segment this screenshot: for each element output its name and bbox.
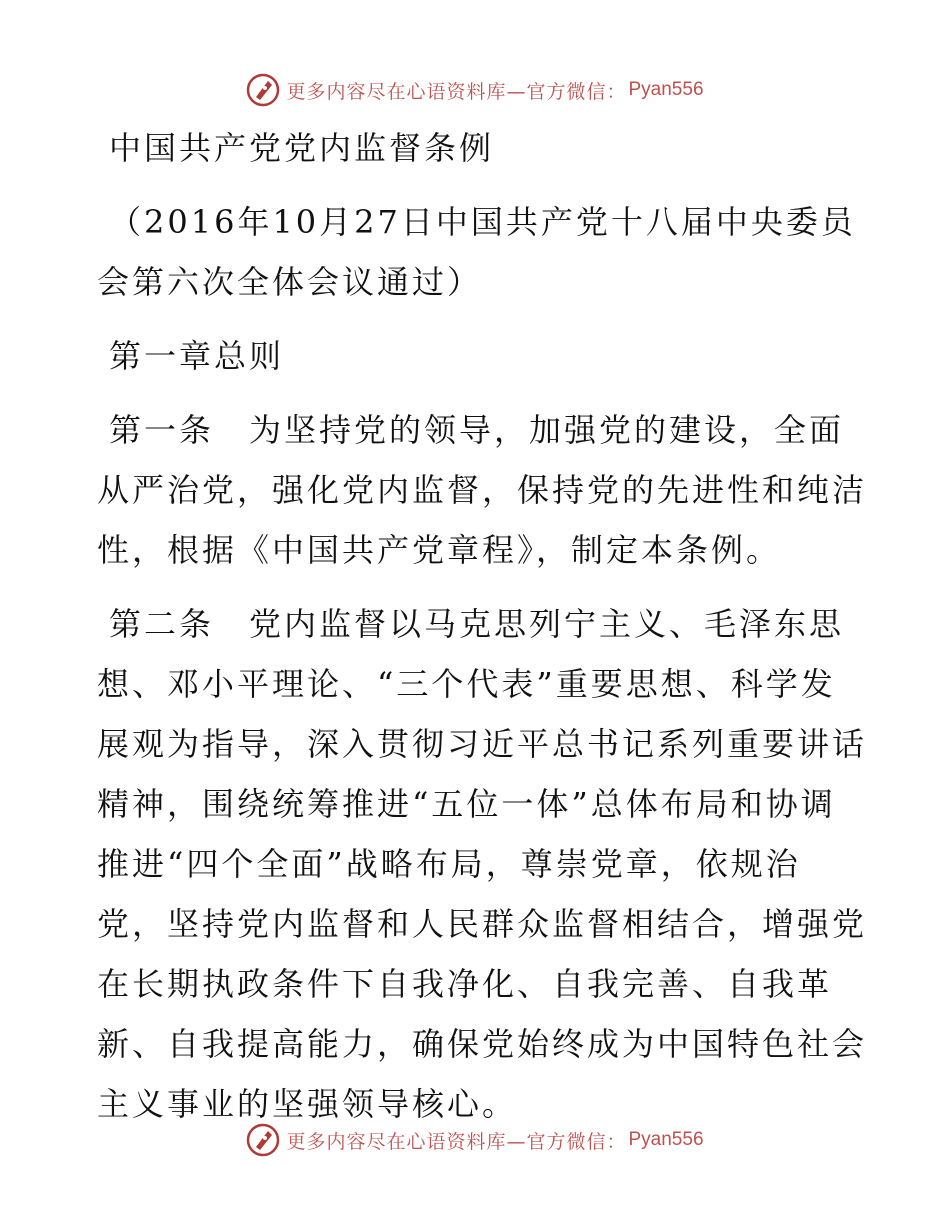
article-2-line: 在长期执政条件下自我净化、自我完善、自我革 [97,965,833,1003]
document-body [97,118,868,1134]
article-2-line: 主义事业的坚强领导核心。 [97,1085,518,1123]
article-1-line: 第一条 为坚持党的领导，加强党的建设，全面 [109,411,845,449]
header-banner-inner [246,73,703,107]
chapter-heading: 第一章总则 [109,337,285,375]
article-1-line: 从严治党，强化党内监督，保持党的先进性和纯洁 [97,471,868,509]
document-title: 中国共产党党内监督条例 [109,129,495,167]
pen-nib-logo-icon [246,73,280,107]
header-banner [0,70,950,110]
article-2-line: 推进“四个全面”战略布局，尊崇党章，依规治 [97,845,801,883]
article-2-line: 党，坚持党内监督和人民群众监督相结合，增强党 [97,905,868,943]
banner-text: 更多内容尽在心语资料库—官方微信： [286,1130,627,1153]
article-2-line: 新、自我提高能力，确保党始终成为中国特色社会 [97,1025,868,1063]
article-2-line: 展观为指导，深入贯彻习近平总书记系列重要讲话 [97,725,868,763]
pen-nib-logo-icon [246,1123,280,1157]
article-2-line: 第二条 党内监督以马克思列宁主义、毛泽东思 [109,605,845,643]
subtitle-line: 会第六次全体会议通过） [97,263,483,301]
article-2 [97,594,868,1134]
article-2-line: 想、邓小平理论、“三个代表”重要思想、科学发 [97,665,836,703]
article-1 [97,400,868,580]
subtitle-line: （2016年10月27日中国共产党十八届中央委员 [109,203,856,241]
article-1-line: 性，根据《中国共产党章程》，制定本条例。 [97,531,782,569]
banner-wechat-id: Pyan556 [628,1129,704,1150]
article-2-line: 精神，围绕统筹推进“五位一体”总体布局和协调 [97,785,836,823]
footer-banner-inner [246,1123,703,1157]
banner-text: 更多内容尽在心语资料库—官方微信： [286,80,627,103]
footer-banner [0,1120,950,1160]
banner-wechat-id: Pyan556 [628,79,704,100]
